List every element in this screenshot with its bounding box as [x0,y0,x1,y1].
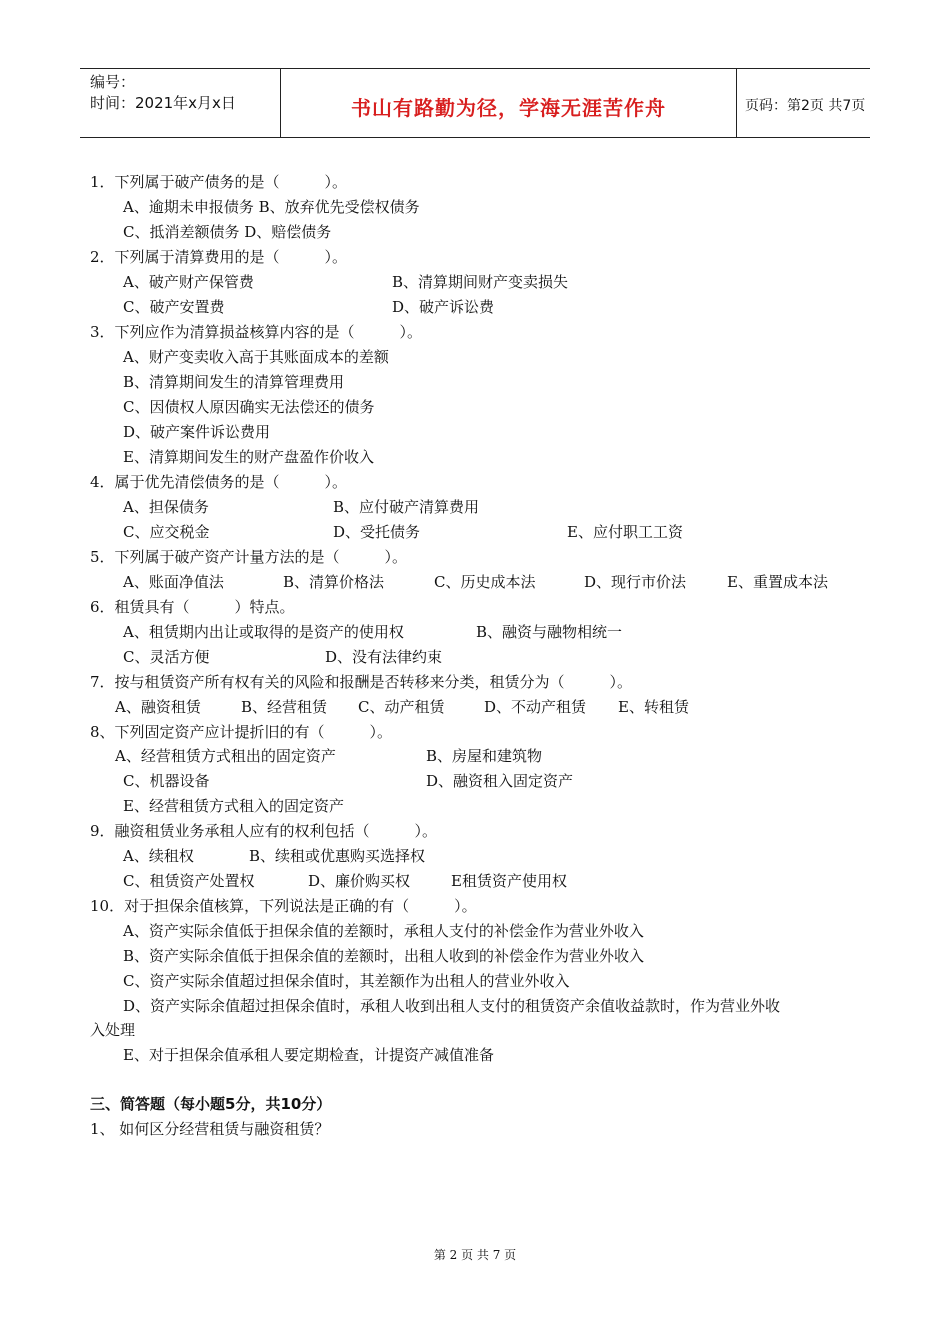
page-footer: 第 2 页 共 7 页 [433,1248,517,1262]
section3-heading: 三、简答题（每小题5分，共10分） [90,1095,332,1113]
page-header [80,68,870,138]
q8-option-c: C、机器设备 [123,772,210,790]
q4-option-c: C、应交税金 [123,523,210,541]
q2-stem: 2．下列属于清算费用的是（ ）。 [90,248,348,266]
header-right-cell [735,69,870,137]
header-middle-cell [280,69,737,137]
q5-option-d: D、现行市价法 [584,573,687,591]
q7-option-b: B、经营租赁 [241,698,328,716]
q2-option-a: A、破产财产保管费 [123,273,254,291]
q2-option-b: B、清算期间财产变卖损失 [392,273,569,291]
q4-option-d: D、受托债务 [333,523,421,541]
q1-options-line1: A、逾期未申报债务 B、放弃优先受偿权债务 [123,198,420,216]
q7-option-a: A、融资租赁 [115,698,201,716]
q8-option-a: A、经营租赁方式租出的固定资产 [115,747,336,765]
q6-option-a: A、租赁期内出让或取得的是资产的使用权 [123,623,404,641]
q8-option-e: E、经营租赁方式租入的固定资产 [123,797,344,815]
q4-option-e: E、应付职工工资 [567,523,683,541]
q3-option-e: E、清算期间发生的财产盘盈作价收入 [123,448,374,466]
q4-option-b: B、应付破产清算费用 [333,498,480,516]
q4-option-a: A、担保债务 [123,498,209,516]
q10-option-d-line1: D、资产实际余值超过担保余值时，承租人收到出租人支付的租赁资产余值收益款时，作为营业外收 [123,997,781,1015]
section3-question-1: 1、 如何区分经营租赁与融资租赁？ [90,1120,330,1138]
header-left-cell [80,69,280,137]
q4-stem: 4．属于优先清偿债务的是（ ）。 [90,473,348,491]
q3-option-b: B、清算期间发生的清算管理费用 [123,373,345,391]
code-label: 编号： [90,73,136,91]
q5-option-a: A、账面净值法 [123,573,224,591]
q5-stem: 5．下列属于破产资产计量方法的是（ ）。 [90,548,408,566]
q7-stem: 7．按与租赁资产所有权有关的风险和报酬是否转移来分类，租赁分为（ ）。 [90,673,633,691]
q5-option-b: B、清算价格法 [283,573,385,591]
q2-option-d: D、破产诉讼费 [392,298,495,316]
q3-option-d: D、破产案件诉讼费用 [123,423,271,441]
q3-option-c: C、因债权人原因确实无法偿还的债务 [123,398,375,416]
q9-stem: 9．融资租赁业务承租人应有的权利包括（ ）。 [90,822,438,840]
q1-options-line2: C、抵消差额债务 D、赔偿债务 [123,223,332,241]
page-number-label: 页码：第2页 共7页 [745,98,866,114]
q10-option-d-line2: 入处理 [90,1021,136,1039]
q1-stem: 1．下列属于破产债务的是（ ）。 [90,173,348,191]
q9-option-c: C、租赁资产处置权 [123,872,255,890]
q10-option-e: E、对于担保余值承租人要定期检查，计提资产减值准备 [123,1046,494,1064]
q8-option-b: B、房屋和建筑物 [426,747,543,765]
q8-option-d: D、融资租入固定资产 [426,772,574,790]
q8-stem: 8、下列固定资产应计提折旧的有（ ）。 [90,723,393,741]
q10-option-a: A、资产实际余值低于担保余值的差额时，承租人支付的补偿金作为营业外收入 [123,922,644,940]
q7-option-c: C、动产租赁 [358,698,445,716]
q5-option-e: E、重置成本法 [727,573,828,591]
q7-option-d: D、不动产租赁 [484,698,587,716]
q5-option-c: C、历史成本法 [434,573,536,591]
q3-stem: 3．下列应作为清算损益核算内容的是（ ）。 [90,323,423,341]
q7-option-e: E、转租赁 [618,698,689,716]
q10-stem: 10．对于担保余值核算，下列说法是正确的有（ ）。 [90,897,477,915]
q10-option-b: B、资产实际余值低于担保余值的差额时，出租人收到的补偿金作为营业外收入 [123,947,645,965]
q6-stem: 6．租赁具有（ ）特点。 [90,598,295,616]
q9-option-e: E租赁资产使用权 [451,872,567,890]
q3-option-a: A、财产变卖收入高于其账面成本的差额 [123,348,389,366]
q6-option-d: D、没有法律约束 [325,648,443,666]
q2-option-c: C、破产安置费 [123,298,225,316]
q6-option-c: C、灵活方便 [123,648,210,666]
q10-option-c: C、资产实际余值超过担保余值时，其差额作为出租人的营业外收入 [123,972,570,990]
time-label: 时间：2021年x月x日 [90,94,236,112]
q9-option-b: B、续租或优惠购买选择权 [249,847,426,865]
q9-option-a: A、续租权 [123,847,194,865]
q6-option-b: B、融资与融物相统一 [476,623,623,641]
q9-option-d: D、廉价购买权 [308,872,411,890]
motto: 书山有路勤为径，学海无涯苦作舟 [351,96,666,120]
